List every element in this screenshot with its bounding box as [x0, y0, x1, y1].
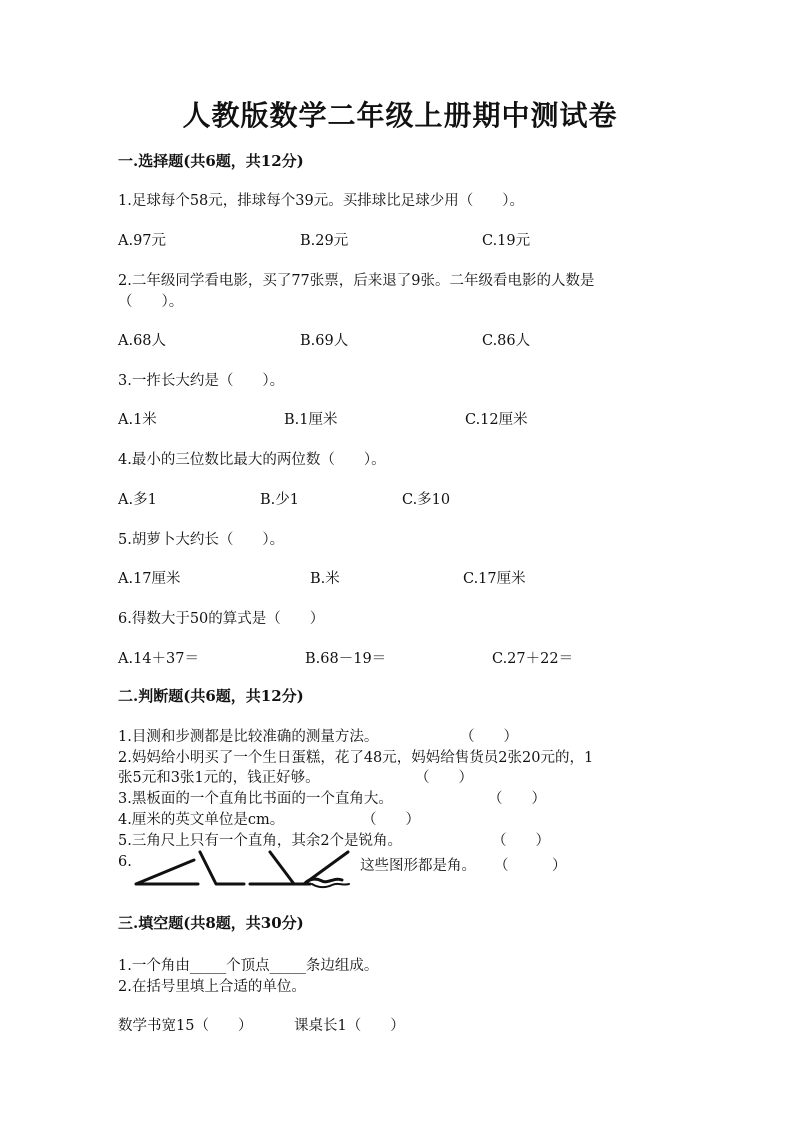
angle-figure-4: [304, 852, 348, 884]
q6-option-b: B.68－19＝: [305, 651, 387, 667]
question-3: 3.一拃长大约是（ ）。: [118, 373, 285, 389]
q5-option-b: B.米: [310, 571, 340, 587]
q6-option-a: A.14＋37＝: [118, 651, 199, 667]
judgement-4-blank: （ ）: [362, 812, 420, 828]
section-heading-judgement: 二.判断题(共6题，共12分): [118, 687, 304, 705]
q3-option-a: A.1米: [118, 412, 157, 428]
angle-figure-3: [250, 852, 310, 884]
question-2-line1: 2.二年级同学看电影，买了77张票，后来退了9张。二年级看电影的人数是: [118, 273, 595, 289]
section-heading-fill: 三.填空题(共8题，共30分): [118, 914, 304, 932]
judgement-5-blank: （ ）: [492, 833, 550, 849]
question-4: 4.最小的三位数比最大的两位数（ ）。: [118, 452, 386, 468]
judgement-6-blank: （ ）: [494, 858, 567, 874]
judgement-1-blank: （ ）: [460, 729, 518, 745]
page-title: 人教版数学二年级上册期中测试卷: [182, 99, 618, 132]
question-6: 6.得数大于50的算式是（ ）: [118, 611, 325, 627]
q1-option-c: C.19元: [482, 233, 531, 249]
fill-question-2: 2.在括号里填上合适的单位。: [118, 979, 306, 995]
q4-option-c: C.多10: [402, 492, 451, 508]
judgement-3-text: 3.黑板面的一个直角比书面的一个直角大。: [118, 791, 393, 807]
fill-question-2-item-b: 课桌长1（ ）: [294, 1018, 405, 1034]
judgement-2-text-line2: 张5元和3张1元的，钱正好够。: [118, 770, 320, 786]
judgement-5-text: 5.三角尺上只有一个直角，其余2个是锐角。: [118, 833, 403, 849]
q1-option-a: A.97元: [118, 233, 167, 249]
angle-figure-1: [136, 860, 198, 884]
section-heading-choice: 一.选择题(共6题，共12分): [118, 152, 304, 170]
q5-option-a: A.17厘米: [118, 571, 181, 587]
judgement-1-text: 1.目测和步测都是比较准确的测量方法。: [118, 729, 379, 745]
q4-option-a: A.多1: [118, 492, 157, 508]
q4-option-b: B.少1: [260, 492, 299, 508]
angle-figures: [132, 848, 352, 890]
judgement-6-text: 这些图形都是角。: [360, 858, 476, 874]
q3-option-b: B.1厘米: [284, 412, 338, 428]
judgement-3-blank: （ ）: [488, 791, 546, 807]
q2-option-b: B.69人: [300, 333, 349, 349]
question-5: 5.胡萝卜大约长（ ）。: [118, 532, 285, 548]
fill-question-1: 1.一个角由_____个顶点_____条边组成。: [118, 958, 379, 974]
q6-option-c: C.27＋22＝: [492, 651, 574, 667]
fill-question-2-item-a: 数学书宽15（ ）: [118, 1018, 253, 1034]
q1-option-b: B.29元: [300, 233, 349, 249]
question-2-line2: （ ）。: [118, 294, 184, 310]
angle-figure-2: [200, 852, 244, 884]
judgement-4-text: 4.厘米的英文单位是cm。: [118, 812, 285, 828]
q2-option-c: C.86人: [482, 333, 531, 349]
question-1: 1.足球每个58元，排球每个39元。买排球比足球少用（ ）。: [118, 193, 524, 209]
judgement-2-text-line1: 2.妈妈给小明买了一个生日蛋糕，花了48元，妈妈给售货员2张20元的，1: [118, 750, 594, 766]
q3-option-c: C.12厘米: [465, 412, 528, 428]
q5-option-c: C.17厘米: [463, 571, 526, 587]
q2-option-a: A.68人: [118, 333, 167, 349]
judgement-6-number: 6.: [118, 854, 132, 870]
judgement-2-blank: （ ）: [415, 770, 473, 786]
